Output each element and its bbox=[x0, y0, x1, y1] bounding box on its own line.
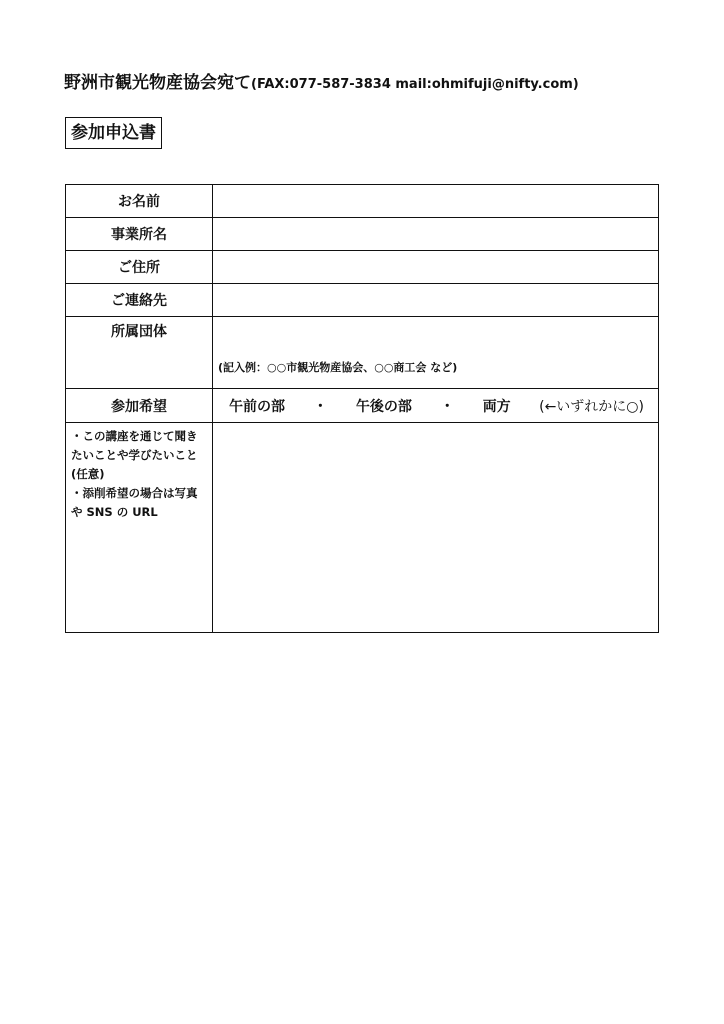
contact-field[interactable] bbox=[213, 284, 659, 317]
notes-field[interactable] bbox=[213, 423, 659, 633]
option-afternoon[interactable]: 午後の部 bbox=[355, 398, 412, 415]
application-form-table bbox=[65, 184, 659, 633]
office-name-label: 事業所名 bbox=[66, 218, 213, 251]
form-title: 参加申込書 bbox=[65, 117, 162, 149]
participation-field bbox=[213, 389, 659, 423]
option-both[interactable]: 両方 bbox=[482, 398, 511, 415]
form-row-address bbox=[66, 251, 659, 284]
organization-label: 所属団体 bbox=[66, 317, 213, 389]
organization-example: (記入例：○○市観光物産協会、○○商工会 など) bbox=[218, 361, 458, 374]
contact-label: ご連絡先 bbox=[66, 284, 213, 317]
form-row-notes bbox=[66, 423, 659, 633]
address-field[interactable] bbox=[213, 251, 659, 284]
form-row-participation bbox=[66, 389, 659, 423]
organization-field[interactable] bbox=[213, 317, 659, 389]
option-separator: ・ bbox=[313, 398, 328, 415]
address-label: ご住所 bbox=[66, 251, 213, 284]
header-line bbox=[64, 68, 684, 93]
form-row-name bbox=[66, 185, 659, 218]
participation-hint: (←いずれかに○) bbox=[539, 398, 644, 415]
recipient-text: 野洲市観光物産協会宛て bbox=[64, 73, 251, 93]
notes-label-line2: ・添削希望の場合は写真や SNS の URL bbox=[71, 486, 198, 519]
notes-label bbox=[66, 423, 213, 633]
participation-options bbox=[213, 396, 658, 416]
office-name-field[interactable] bbox=[213, 218, 659, 251]
name-field[interactable] bbox=[213, 185, 659, 218]
option-separator: ・ bbox=[440, 398, 455, 415]
participation-label: 参加希望 bbox=[66, 389, 213, 423]
name-label: お名前 bbox=[66, 185, 213, 218]
form-row-contact bbox=[66, 284, 659, 317]
option-morning[interactable]: 午前の部 bbox=[229, 398, 285, 415]
form-row-office bbox=[66, 218, 659, 251]
notes-label-line1: ・この講座を通じて聞きたいことや学びたいこと(任意) bbox=[71, 429, 198, 481]
contact-info: (FAX:077-587-3834 mail:ohmifuji@nifty.com) bbox=[251, 77, 579, 92]
form-row-organization bbox=[66, 317, 659, 389]
